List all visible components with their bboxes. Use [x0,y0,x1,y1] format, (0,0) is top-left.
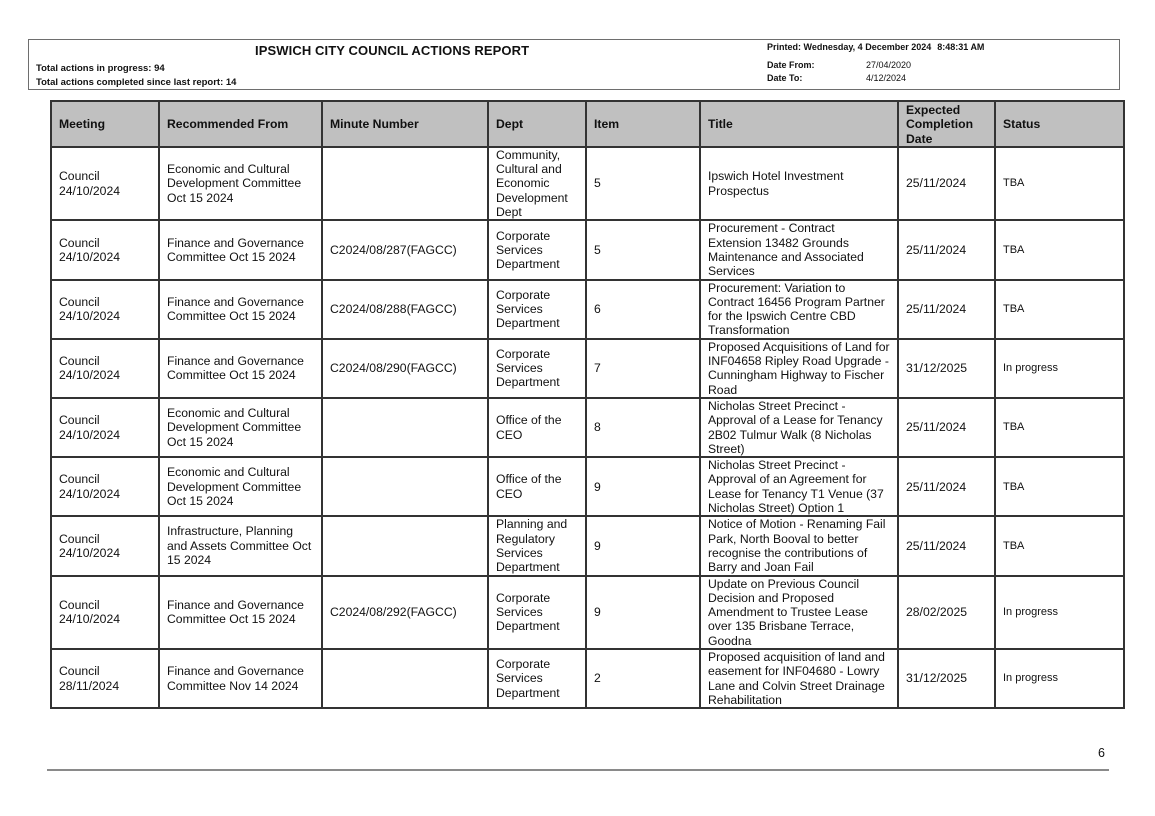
cell-minute-number: C2024/08/292(FAGCC) [322,576,488,649]
cell-meeting: Council 28/11/2024 [51,649,159,708]
report-title: IPSWICH CITY COUNCIL ACTIONS REPORT [255,43,530,58]
cell-title: Procurement: Variation to Contract 16456 Program Partner for the Ipswich Centre CBD Transformation [700,280,898,339]
table-row [51,398,1124,457]
cell-dept: Planning and Regulatory Services Department [488,516,586,575]
cell-recommended-from: Finance and Governance Committee Oct 15 2024 [159,576,322,649]
cell-title: Nicholas Street Precinct - Approval of an Agreement for Lease for Tenancy T1 Venue (37 Nicholas Street) Option 1 [700,457,898,516]
cell-minute-number [322,649,488,708]
header-minute-number: Minute Number [322,101,488,147]
cell-recommended-from: Finance and Governance Committee Nov 14 2024 [159,649,322,708]
cell-status: TBA [995,398,1124,457]
cell-minute-number [322,516,488,575]
cell-dept: Corporate Services Department [488,576,586,649]
printed-date: Printed: Wednesday, 4 December 2024 [767,42,932,52]
cell-item: 9 [586,516,700,575]
cell-dept: Community, Cultural and Economic Development Dept [488,147,586,220]
cell-item: 5 [586,220,700,279]
date-to-value: 4/12/2024 [866,73,907,83]
cell-title: Update on Previous Council Decision and Proposed Amendment to Trustee Lease over 135 Brisbane Terrace, Goodna [700,576,898,649]
cell-meeting: Council 24/10/2024 [51,398,159,457]
cell-expected-completion: 31/12/2025 [898,339,995,398]
cell-minute-number [322,457,488,516]
cell-item: 2 [586,649,700,708]
header-recommended-from: Recommended From [159,101,322,147]
cell-status: In progress [995,576,1124,649]
table-header-row [51,101,1124,147]
table-row [51,280,1124,339]
cell-recommended-from: Economic and Cultural Development Committee Oct 15 2024 [159,457,322,516]
cell-recommended-from: Finance and Governance Committee Oct 15 2024 [159,280,322,339]
cell-meeting: Council 24/10/2024 [51,280,159,339]
cell-item: 8 [586,398,700,457]
table-row [51,220,1124,279]
cell-dept: Office of the CEO [488,457,586,516]
cell-recommended-from: Finance and Governance Committee Oct 15 2024 [159,339,322,398]
cell-item: 6 [586,280,700,339]
cell-meeting: Council 24/10/2024 [51,457,159,516]
cell-status: In progress [995,339,1124,398]
report-header [28,39,1120,90]
header-expected-completion: Expected Completion Date [898,101,995,147]
cell-dept: Corporate Services Department [488,339,586,398]
cell-dept: Corporate Services Department [488,649,586,708]
cell-status: TBA [995,457,1124,516]
cell-title: Nicholas Street Precinct - Approval of a Lease for Tenancy 2B02 Tulmur Walk (8 Nicholas Street) [700,398,898,457]
cell-expected-completion: 25/11/2024 [898,280,995,339]
table-row [51,516,1124,575]
cell-title: Proposed Acquisitions of Land for INF04658 Ripley Road Upgrade - Cunningham Highway to Fischer Road [700,339,898,398]
cell-expected-completion: 25/11/2024 [898,220,995,279]
page-number: 6 [1098,746,1105,760]
table-row [51,457,1124,516]
cell-meeting: Council 24/10/2024 [51,147,159,220]
header-dept: Dept [488,101,586,147]
cell-status: In progress [995,649,1124,708]
cell-item: 9 [586,457,700,516]
header-status: Status [995,101,1124,147]
cell-title: Notice of Motion - Renaming Fail Park, North Booval to better recognise the contributions of Barry and Joan Fail [700,516,898,575]
total-in-progress: Total actions in progress: 94 [36,63,165,74]
cell-dept: Office of the CEO [488,398,586,457]
cell-meeting: Council 24/10/2024 [51,576,159,649]
cell-recommended-from: Finance and Governance Committee Oct 15 2024 [159,220,322,279]
cell-title: Ipswich Hotel Investment Prospectus [700,147,898,220]
cell-recommended-from: Economic and Cultural Development Committee Oct 15 2024 [159,147,322,220]
table-row [51,339,1124,398]
header-meeting: Meeting [51,101,159,147]
footer-divider [47,769,1109,771]
cell-meeting: Council 24/10/2024 [51,220,159,279]
table-row [51,576,1124,649]
cell-dept: Corporate Services Department [488,220,586,279]
cell-status: TBA [995,220,1124,279]
total-completed: Total actions completed since last report: 14 [36,77,237,88]
cell-title: Proposed acquisition of land and easement for INF04680 - Lowry Lane and Colvin Street Drainage Rehabilitation [700,649,898,708]
cell-dept: Corporate Services Department [488,280,586,339]
cell-expected-completion: 25/11/2024 [898,147,995,220]
cell-expected-completion: 25/11/2024 [898,516,995,575]
cell-status: TBA [995,516,1124,575]
cell-item: 7 [586,339,700,398]
date-from-row [767,60,911,70]
table-row [51,147,1124,220]
header-item: Item [586,101,700,147]
cell-minute-number: C2024/08/288(FAGCC) [322,280,488,339]
cell-minute-number [322,147,488,220]
date-to-label: Date To: [767,73,803,83]
cell-minute-number: C2024/08/290(FAGCC) [322,339,488,398]
cell-meeting: Council 24/10/2024 [51,516,159,575]
cell-expected-completion: 25/11/2024 [898,398,995,457]
cell-status: TBA [995,280,1124,339]
actions-table [50,100,1125,709]
cell-recommended-from: Infrastructure, Planning and Assets Committee Oct 15 2024 [159,516,322,575]
cell-item: 5 [586,147,700,220]
date-to-row [767,73,906,83]
cell-recommended-from: Economic and Cultural Development Committee Oct 15 2024 [159,398,322,457]
cell-item: 9 [586,576,700,649]
header-title: Title [700,101,898,147]
date-from-label: Date From: [767,60,815,70]
cell-status: TBA [995,147,1124,220]
cell-expected-completion: 28/02/2025 [898,576,995,649]
cell-minute-number [322,398,488,457]
cell-expected-completion: 31/12/2025 [898,649,995,708]
cell-minute-number: C2024/08/287(FAGCC) [322,220,488,279]
printed-timestamp [767,42,984,52]
printed-time: 8:48:31 AM [937,42,985,52]
cell-title: Procurement - Contract Extension 13482 Grounds Maintenance and Associated Services [700,220,898,279]
cell-expected-completion: 25/11/2024 [898,457,995,516]
table-row [51,649,1124,708]
date-from-value: 27/04/2020 [866,60,912,70]
cell-meeting: Council 24/10/2024 [51,339,159,398]
